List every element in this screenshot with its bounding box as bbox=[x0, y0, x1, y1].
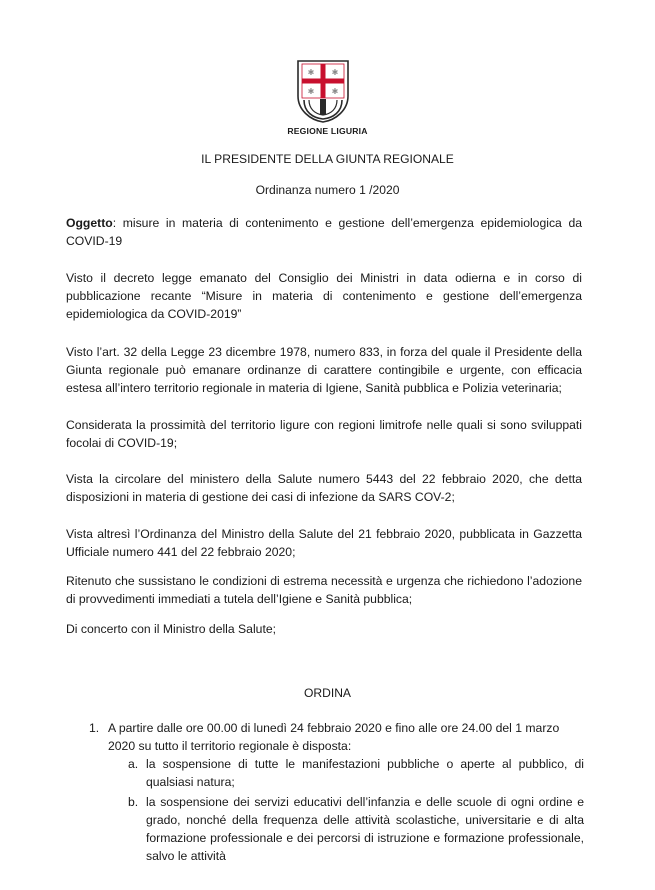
subject-label: Oggetto bbox=[66, 216, 113, 230]
preamble-paragraph-3: Considerata la prossimità del territorio ligure con regioni limitrofe nelle quali si sono sviluppati focolai di COVID-19; bbox=[66, 418, 582, 450]
preamble-paragraph-6: Ritenuto che sussistano le condizioni di estrema necessità e urgenza che richiedono l’adozione di provvedimenti immediati a tutela dell’Igiene e Sanità pubblica; bbox=[66, 574, 582, 606]
svg-text:✱: ✱ bbox=[307, 87, 315, 96]
sublist-item-text: la sospensione dei servizi educativi dell’infanzia e delle scuole di ogni ordine e grado, nonché della frequenza delle attività scolastiche, universitarie e di alta formazione professionale e dei percorsi di istruzione e formazione professionale, salvo le attività bbox=[146, 795, 584, 863]
svg-text:✱: ✱ bbox=[331, 68, 339, 77]
authority-title: IL PRESIDENTE DELLA GIUNTA REGIONALE bbox=[201, 152, 454, 166]
region-name: REGIONE LIGURIA bbox=[287, 126, 368, 136]
preamble-paragraph-1: Visto il decreto legge emanato del Consiglio dei Ministri in data odierna e in corso di pubblicazione recante “Misure in materia di contenimento e gestione dell’emergenza epidemiologica da COVID-2019” bbox=[66, 271, 582, 321]
ordinance-number: Ordinanza numero 1 /2020 bbox=[255, 183, 400, 197]
region-liguria-emblem bbox=[295, 58, 351, 124]
svg-text:✱: ✱ bbox=[307, 68, 315, 77]
svg-text:✱: ✱ bbox=[331, 87, 339, 96]
subject-paragraph bbox=[66, 214, 582, 250]
sublist-item-letter: a. bbox=[128, 757, 139, 771]
preamble-paragraph-2: Visto l’art. 32 della Legge 23 dicembre 1978, numero 833, in forza del quale il Presidente della Giunta regionale può emanare ordinanze di carattere contingibile e urgente, con efficacia estesa all’intero territorio regionale in materia di Igiene, Sanità pubblica e Polizia veterinaria; bbox=[66, 345, 582, 395]
sublist-item-text: la sospensione di tutte le manifestazioni pubbliche o aperte al pubblico, di qualsiasi natura; bbox=[146, 757, 584, 789]
sublist-item-letter: b. bbox=[128, 795, 139, 809]
subject-text: : misure in materia di contenimento e gestione dell’emergenza epidemiologica da COVID-19 bbox=[66, 216, 582, 248]
preamble-paragraph-7: Di concerto con il Ministro della Salute; bbox=[66, 622, 276, 636]
preamble-paragraph-5: Vista altresì l’Ordinanza del Ministro della Salute del 21 febbraio 2020, pubblicata in Gazzetta Ufficiale numero 441 del 22 febbraio 2020; bbox=[66, 527, 582, 559]
list-item-text: A partire dalle ore 00.00 di lunedì 24 febbraio 2020 e fino alle ore 24.00 del 1 marzo 2020 su tutto il territorio regionale è disposta: bbox=[108, 721, 560, 753]
ordina-heading: ORDINA bbox=[303, 686, 352, 700]
preamble-paragraph-4: Vista la circolare del ministero della Salute numero 5443 del 22 febbraio 2020, che detta disposizioni in materia di gestione dei casi di infezione da SARS COV-2; bbox=[66, 472, 582, 504]
list-item-number: 1. bbox=[89, 721, 100, 735]
